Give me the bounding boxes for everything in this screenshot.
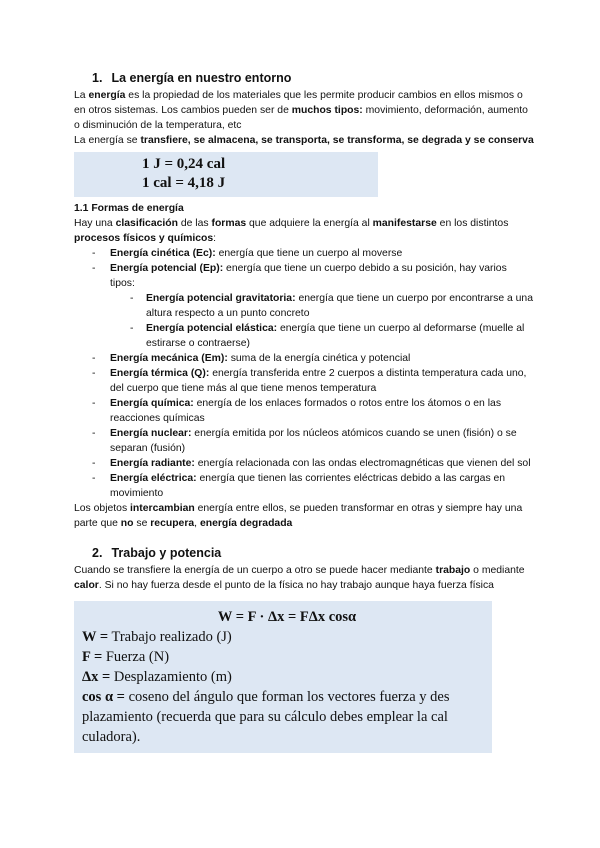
section1-closing-paragraph bbox=[74, 501, 534, 531]
formula-def-dx bbox=[82, 667, 492, 687]
text-span: Cuando se transfiere la energía de un cuerpo a otro se puede hacer mediante bbox=[74, 565, 436, 576]
list-item-thermal bbox=[74, 366, 534, 396]
text-span: se bbox=[133, 518, 151, 529]
text-span: Los objetos bbox=[74, 503, 131, 514]
subsection-title: 1.1 Formas de energía bbox=[74, 203, 184, 214]
bold-term: transfiere, se almacena, se transporta, se transforma, se degrada y se conserva bbox=[140, 135, 534, 146]
section1-number: 1. bbox=[92, 71, 103, 85]
section1-transfer-paragraph bbox=[74, 133, 534, 148]
list-item-radiant bbox=[74, 456, 534, 471]
item-term: Energía eléctrica: bbox=[110, 473, 197, 484]
section2-number: 2. bbox=[92, 546, 103, 560]
item-desc: energía que tiene un cuerpo debido a su posición, hay varios tipos: bbox=[110, 263, 507, 289]
item-desc: energía transferida entre 2 cuerpos a distinta temperatura cada uno, del cuerpo que tiene más al que tiene menos temperatura bbox=[110, 368, 527, 394]
bold-term: energía degradada bbox=[199, 518, 293, 529]
energy-equivalence-box bbox=[74, 152, 378, 197]
equivalence-line-1: 1 J = 0,24 cal bbox=[142, 156, 226, 172]
section1-title: La energía en nuestro entorno bbox=[111, 71, 292, 85]
bold-term: calor bbox=[74, 580, 99, 591]
text-span: es la propiedad de los materiales que les permite producir cambios en ellos mismos o en otros sistemas. Los cambios pueden ser de bbox=[74, 90, 523, 116]
formula-symbol: Δx = bbox=[82, 669, 111, 685]
energy-forms-list bbox=[74, 246, 534, 501]
section2-title: Trabajo y potencia bbox=[111, 546, 222, 560]
list-item-potential bbox=[74, 261, 534, 351]
bold-term: intercambian bbox=[130, 503, 195, 514]
item-desc: energía relacionada con las ondas electromagnéticas que vienen del sol bbox=[194, 458, 531, 469]
section2-intro-paragraph bbox=[74, 563, 534, 593]
formula-def-cos bbox=[82, 687, 492, 747]
list-item-mechanical bbox=[74, 351, 534, 366]
item-term: Energía radiante: bbox=[110, 458, 195, 469]
bold-term: recupera bbox=[150, 518, 195, 529]
section1-heading bbox=[92, 70, 534, 86]
formula-def-f bbox=[82, 647, 492, 667]
list-item-chemical bbox=[74, 396, 534, 426]
item-desc: energía que tiene un cuerpo por encontrarse a una altura respecto a un punto concreto bbox=[146, 293, 533, 319]
text-span: La bbox=[74, 90, 89, 101]
item-desc: energía emitida por los núcleos atómicos cuando se unen (fisión) o se separan (fusión) bbox=[110, 428, 517, 454]
text-span: energía entre ellos, se pueden transformar en otras y siempre hay una parte que bbox=[74, 503, 523, 529]
section1-intro-paragraph bbox=[74, 88, 534, 133]
text-span: La energía se bbox=[74, 135, 141, 146]
work-formula-main: W = F · Δx = FΔx cosα bbox=[217, 609, 357, 625]
item-term: Energía química: bbox=[110, 398, 194, 409]
list-item-elastic bbox=[110, 321, 534, 351]
bold-term: trabajo bbox=[435, 565, 471, 576]
bold-term: clasificación bbox=[115, 218, 178, 229]
bold-term: no bbox=[120, 518, 134, 529]
section2-heading bbox=[92, 545, 534, 561]
text-span: en los distintos bbox=[436, 218, 509, 229]
formula-symbol: W = bbox=[82, 629, 109, 645]
item-term: Energía térmica (Q): bbox=[110, 368, 210, 379]
potential-subtypes-list bbox=[110, 291, 534, 351]
item-desc: suma de la energía cinética y potencial bbox=[227, 353, 411, 364]
bold-term: manifestarse bbox=[372, 218, 437, 229]
item-desc: energía que tiene un cuerpo al moverse bbox=[215, 248, 403, 259]
formula-symbol: F = bbox=[82, 649, 103, 665]
list-item-kinetic bbox=[74, 246, 534, 261]
text-span: de las bbox=[177, 218, 212, 229]
bold-term: energía bbox=[88, 90, 126, 101]
item-term: Energía potencial (Ep): bbox=[110, 263, 224, 274]
equivalence-line-2: 1 cal = 4,18 J bbox=[142, 175, 226, 191]
text-span: que adquiere la energía al bbox=[246, 218, 373, 229]
item-desc: energía de los enlaces formados o rotos entre los átomos o en las reacciones químicas bbox=[110, 398, 502, 424]
text-span: movimiento, deformación, aumento o disminución de la temperatura, etc bbox=[74, 105, 528, 131]
formula-def-w bbox=[82, 627, 492, 647]
item-term: Energía potencial gravitatoria: bbox=[146, 293, 296, 304]
formula-definition: Fuerza (N) bbox=[102, 649, 170, 665]
item-term: Energía potencial elástica: bbox=[146, 323, 278, 334]
list-item-electric bbox=[74, 471, 534, 501]
item-desc: energía que tienen las corrientes eléctricas debido a las cargas en movimiento bbox=[110, 473, 506, 499]
subsection-intro bbox=[74, 216, 534, 246]
list-item-gravitational bbox=[110, 291, 534, 321]
bold-term: formas bbox=[211, 218, 247, 229]
text-span: . Si no hay fuerza desde el punto de la física no hay trabajo aunque haya fuerza física bbox=[98, 580, 494, 591]
formula-definition: Trabajo realizado (J) bbox=[108, 629, 232, 645]
text-span: o mediante bbox=[470, 565, 525, 576]
bold-term: procesos físicos y químicos bbox=[74, 233, 214, 244]
item-term: Energía mecánica (Em): bbox=[110, 353, 228, 364]
text-span: Hay una bbox=[74, 218, 116, 229]
formula-definition: coseno del ángulo que forman los vectores fuerza y des plazamiento (recuerda que para su cálculo debes emplear la cal culadora). bbox=[82, 689, 450, 745]
list-item-nuclear bbox=[74, 426, 534, 456]
item-desc: energía que tiene un cuerpo al deformarse (muelle al estirarse o contraerse) bbox=[146, 323, 525, 349]
text-span: , bbox=[194, 518, 200, 529]
formula-symbol: cos α = bbox=[82, 689, 125, 705]
bold-term: muchos tipos: bbox=[291, 105, 363, 116]
work-formula-box bbox=[74, 601, 492, 753]
document-page bbox=[74, 70, 534, 753]
text-span: : bbox=[213, 233, 217, 244]
item-term: Energía cinética (Ec): bbox=[110, 248, 216, 259]
formula-definition: Desplazamiento (m) bbox=[110, 669, 232, 685]
item-term: Energía nuclear: bbox=[110, 428, 192, 439]
